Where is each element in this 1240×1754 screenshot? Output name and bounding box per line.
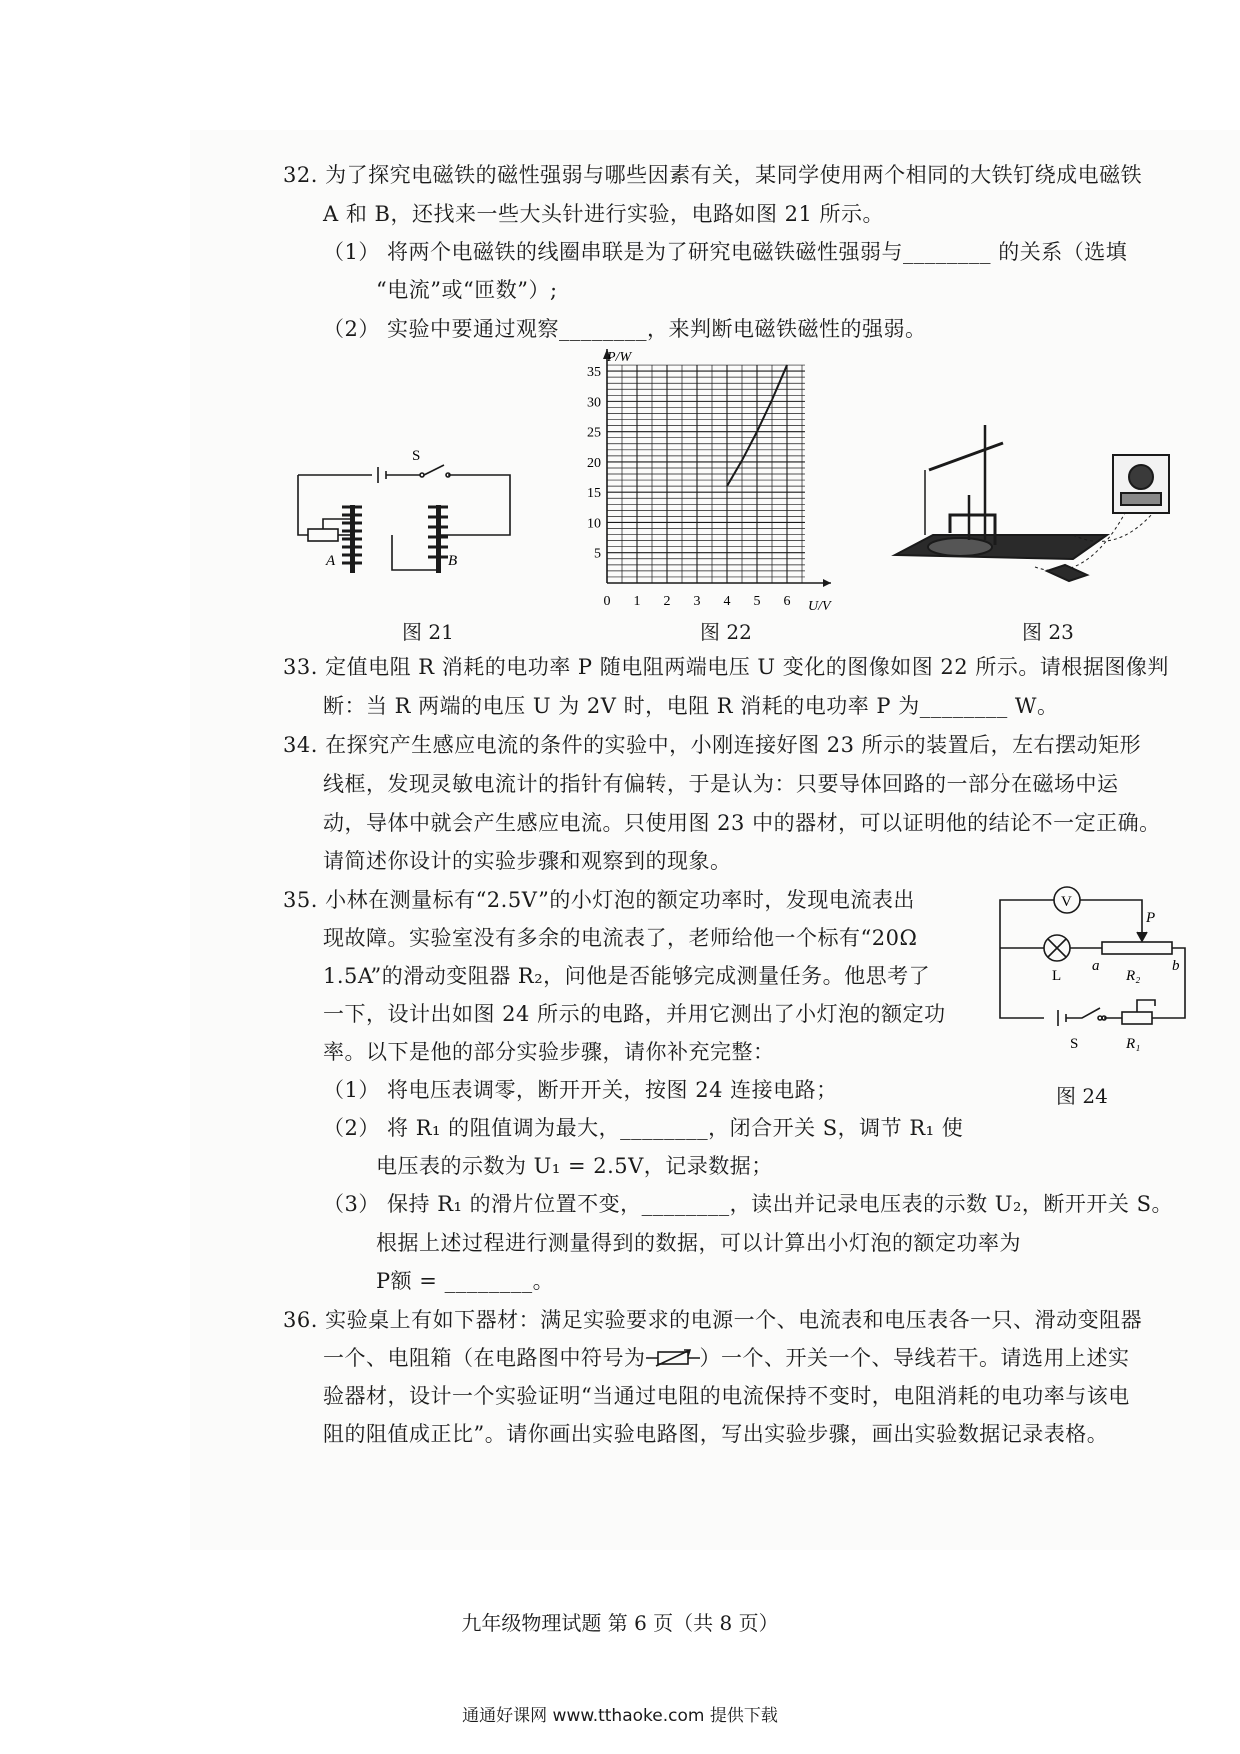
x-tick-label: 2 bbox=[663, 594, 671, 609]
q35-step3-line2: 根据上述过程进行测量得到的数据，可以计算出小灯泡的额定功率为 bbox=[376, 1231, 1021, 1255]
page-footer: 九年级物理试题 第 6 页（共 8 页） bbox=[461, 1611, 779, 1635]
figure-21-circuit bbox=[290, 445, 520, 575]
q33-line1: 33. 定值电阻 R 消耗的电功率 P 随电阻两端电压 U 变化的图像如图 22 所示。请根据图像判 bbox=[283, 655, 1169, 679]
fig22-caption: 图 22 bbox=[700, 620, 752, 644]
y-tick-labels bbox=[587, 365, 601, 562]
fig21-switch-label: S bbox=[412, 448, 421, 464]
q36-line3: 验器材，设计一个实验证明“当通过电阻的电流保持不变时，电阻消耗的电功率与该电 bbox=[323, 1384, 1130, 1408]
y-tick-label: 25 bbox=[587, 425, 601, 441]
fig24-end-a: a bbox=[1092, 958, 1100, 974]
q35-line4: 一下，设计出如图 24 所示的电路，并用它测出了小灯泡的额定功 bbox=[323, 1002, 946, 1026]
fig24-lamp-label: L bbox=[1052, 968, 1062, 984]
q35-step2-line2: 电压表的示数为 U₁ = 2.5V，记录数据； bbox=[376, 1154, 773, 1178]
fig21-label-a: A bbox=[326, 553, 336, 569]
q32-sub2: （2） 实验中要通过观察________，来判断电磁铁磁性的强弱。 bbox=[323, 317, 927, 341]
q36-line2 bbox=[323, 1345, 1130, 1371]
q36-line1: 36. 实验桌上有如下器材：满足实验要求的电源一个、电流表和电压表各一只、滑动变阻器 bbox=[283, 1308, 1143, 1332]
fig24-end-b: b bbox=[1172, 958, 1180, 974]
q34-line4: 请简述你设计的实验步骤和观察到的现象。 bbox=[323, 849, 732, 873]
x-tick-label: 4 bbox=[723, 594, 731, 609]
q32-sub1-line2: “电流”或“匝数”）; bbox=[376, 278, 558, 302]
x-axis-label: U/V bbox=[808, 599, 831, 614]
q35-step3-line3: P额 = ________。 bbox=[376, 1269, 555, 1293]
y-tick-label: 30 bbox=[587, 395, 601, 411]
q35-line3: 1.5A”的滑动变阻器 R₂，问他是否能够完成测量任务。他思考了 bbox=[323, 964, 931, 988]
scanned-sheet bbox=[190, 130, 1240, 1550]
q32-sub1-line1: （1） 将两个电磁铁的线圈串联是为了研究电磁铁磁性强弱与________ 的关系（选填 bbox=[323, 240, 1128, 264]
fig21-label-b: B bbox=[448, 553, 458, 569]
chart-grid bbox=[607, 365, 805, 583]
q35-line2: 现故障。实验室没有多余的电流表了，老师给他一个标有“20Ω bbox=[323, 926, 918, 950]
q35-step3-line1: （3） 保持 R₁ 的滑片位置不变，________，读出并记录电压表的示数 U₂，断开开关 S。 bbox=[323, 1192, 1173, 1216]
fig24-switch-label: S bbox=[1070, 1036, 1079, 1052]
fig24-slider-label: P bbox=[1146, 910, 1156, 926]
q35-line1: 35. 小林在测量标有“2.5V”的小灯泡的额定功率时，发现电流表出 bbox=[283, 888, 915, 912]
download-credit: 通通好课网 www.tthaoke.com 提供下载 bbox=[462, 1706, 778, 1726]
q32-stem-line1: 32. 为了探究电磁铁的磁性强弱与哪些因素有关，某同学使用两个相同的大铁钉绕成电磁铁 bbox=[283, 163, 1143, 187]
y-tick-label: 20 bbox=[587, 455, 601, 471]
q32-stem-line2: A 和 B，还找来一些大头针进行实验，电路如图 21 所示。 bbox=[323, 202, 885, 226]
resistance-box-symbol-icon bbox=[646, 1348, 700, 1368]
y-tick-label: 10 bbox=[587, 516, 601, 532]
q34-line3: 动，导体中就会产生感应电流。只使用图 23 中的器材，可以证明他的结论不一定正确。 bbox=[323, 811, 1161, 835]
x-axis-arrow bbox=[823, 579, 831, 587]
x-tick-label: 3 bbox=[693, 594, 701, 609]
q35-line5: 率。以下是他的部分实验步骤，请你补充完整： bbox=[323, 1040, 775, 1064]
q33-line2: 断：当 R 两端的电压 U 为 2V 时，电阻 R 消耗的电功率 P 为________ W。 bbox=[323, 694, 1059, 718]
q35-step2-line1: （2） 将 R₁ 的阻值调为最大，________，闭合开关 S，调节 R₁ 使 bbox=[323, 1116, 964, 1140]
fig24-r1-label: R₁ bbox=[1126, 1036, 1141, 1052]
x-tick-label: 5 bbox=[753, 594, 761, 609]
figure-22-chart bbox=[565, 345, 850, 617]
q36-line4: 阻的阻值成正比”。请你画出实验电路图，写出实验步骤，画出实验数据记录表格。 bbox=[323, 1422, 1109, 1446]
fig24-voltmeter-label: V bbox=[1061, 894, 1072, 910]
fig21-caption: 图 21 bbox=[402, 620, 454, 644]
q34-line1: 34. 在探究产生感应电流的条件的实验中，小刚连接好图 23 所示的装置后，左右摆动矩形 bbox=[283, 733, 1142, 757]
y-tick-label: 35 bbox=[587, 365, 601, 381]
x-tick-label: 0 bbox=[603, 594, 611, 609]
y-tick-label: 5 bbox=[594, 546, 601, 562]
fig24-r2-label: R₂ bbox=[1126, 968, 1141, 984]
y-axis-label: P/W bbox=[607, 350, 632, 365]
figure-23-apparatus bbox=[885, 415, 1185, 595]
q36-line2-part2: ）一个、开关一个、导线若干。请选用上述实 bbox=[699, 1346, 1130, 1370]
figure-24-circuit bbox=[992, 880, 1202, 1060]
fig23-caption: 图 23 bbox=[1022, 620, 1074, 644]
q36-line2-part1: 一个、电阻箱（在电路图中符号为 bbox=[323, 1346, 646, 1370]
y-tick-label: 15 bbox=[587, 486, 601, 502]
x-tick-labels bbox=[604, 594, 791, 609]
q35-step1: （1） 将电压表调零，断开开关，按图 24 连接电路； bbox=[323, 1078, 838, 1102]
x-tick-label: 6 bbox=[783, 594, 791, 609]
fig24-caption: 图 24 bbox=[1056, 1084, 1108, 1108]
x-tick-label: 1 bbox=[633, 594, 641, 609]
q34-line2: 线框，发现灵敏电流计的指针有偏转，于是认为：只要导体回路的一部分在磁场中运 bbox=[323, 772, 1119, 796]
